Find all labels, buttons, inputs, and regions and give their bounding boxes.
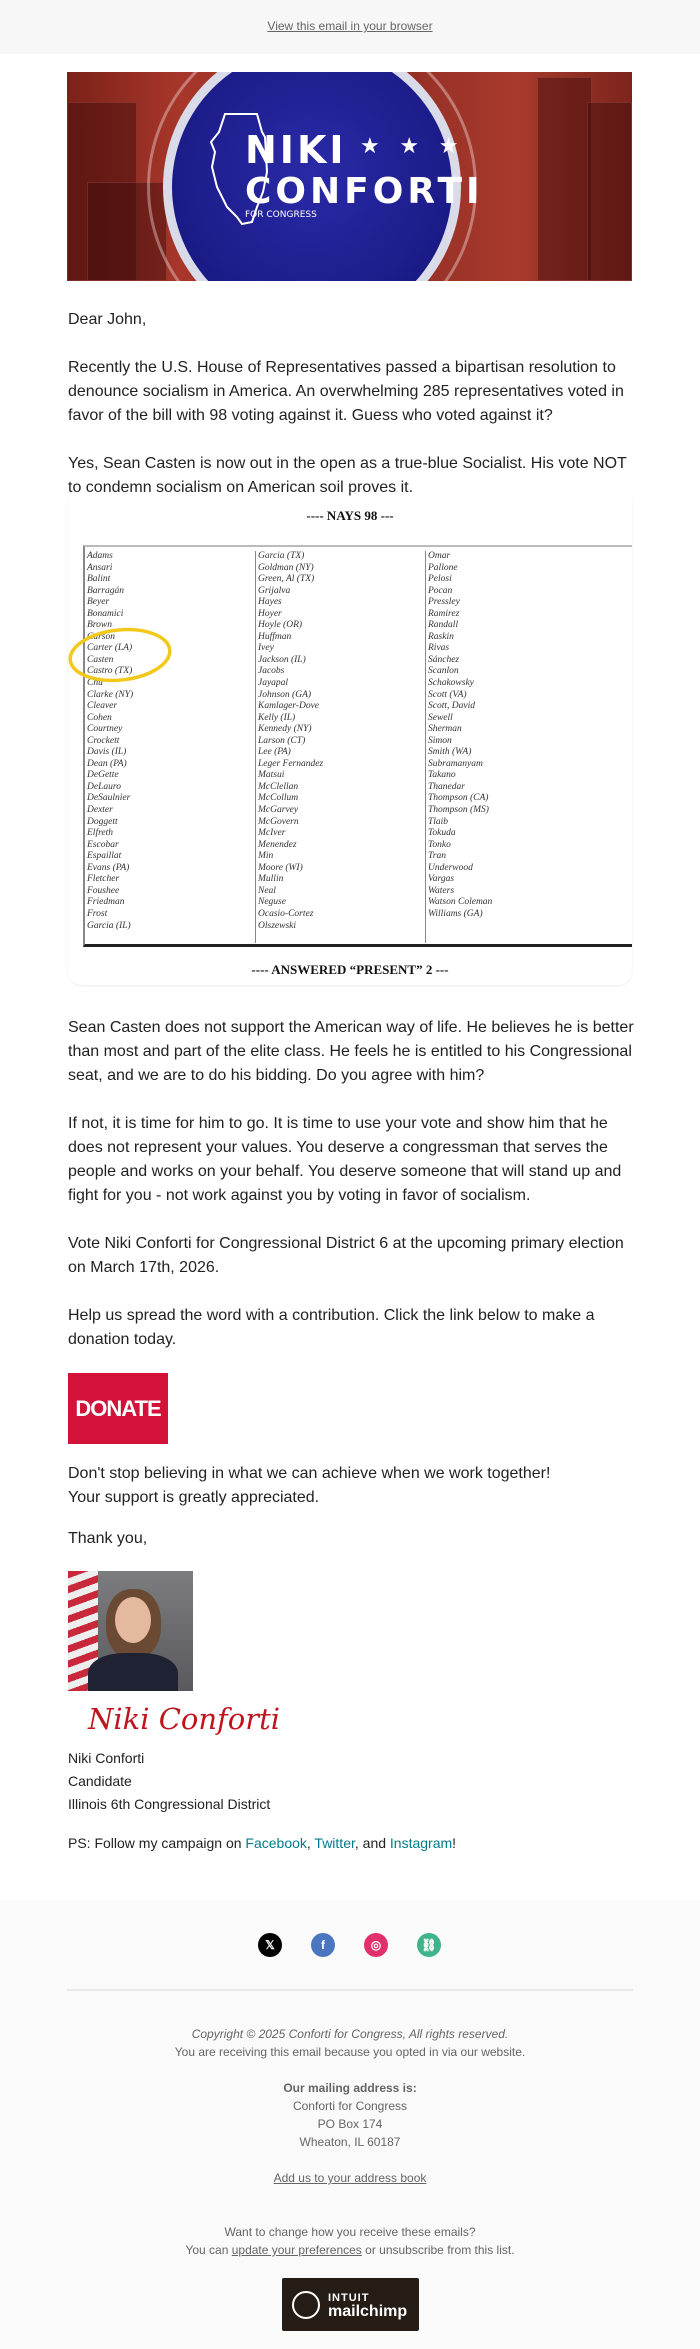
nay-member: Tlaib — [428, 816, 449, 827]
nay-member: Takano — [428, 770, 456, 781]
nay-member: Neguse — [258, 897, 286, 908]
nay-member: Waters — [428, 885, 455, 896]
nay-member: Ramirez — [428, 608, 460, 619]
nay-member: McGovern — [258, 816, 299, 827]
nay-member: Subramanyam — [428, 758, 483, 769]
nay-member: Doggett — [87, 816, 118, 827]
nay-member: DeLauro — [87, 781, 121, 792]
present-title: ---- ANSWERED “PRESENT” 2 --- — [251, 962, 449, 977]
nays-vote-image — [68, 500, 632, 985]
building-shape — [587, 102, 632, 281]
nay-member: Thompson (CA) — [428, 793, 489, 804]
nay-member: Fletcher — [87, 874, 120, 885]
nay-member: McGarvey — [258, 805, 299, 816]
nays-title: ---- NAYS 98 --- — [306, 508, 394, 523]
nay-member: Foushee — [87, 885, 120, 896]
logo-subtitle: FOR CONGRESS — [245, 210, 317, 220]
jacket-shape — [88, 1653, 178, 1691]
intuit-wordmark: INTUIT — [328, 2291, 370, 2304]
nay-member: Dean (PA) — [87, 758, 127, 769]
thanks: Thank you, — [68, 1530, 148, 1547]
nay-member: Elfreth — [87, 828, 114, 839]
nay-member: Garcia (IL) — [87, 920, 131, 931]
facebook-link[interactable]: Facebook — [245, 1835, 307, 1851]
nay-member: Rivas — [428, 643, 450, 654]
nay-member: Jackson (IL) — [258, 654, 306, 665]
nay-member: Omar — [428, 551, 451, 561]
nay-member: Johnson (GA) — [258, 689, 312, 700]
nay-member: Davis (IL) — [87, 747, 127, 758]
nay-member: Crockett — [87, 735, 120, 746]
nay-member: DeGette — [87, 770, 119, 781]
nay-member: Kamlager-Dove — [258, 701, 320, 712]
mailing-heading: Our mailing address is: — [283, 2081, 417, 2095]
nay-member: Hoyle (OR) — [258, 620, 303, 631]
nay-member: Kennedy (NY) — [258, 724, 312, 735]
nay-member: Bonamici — [87, 608, 124, 619]
closing-line: Don't stop believing in what we can achieve when we work together! — [68, 1465, 551, 1482]
nay-member: Pressley — [428, 597, 460, 608]
x-icon[interactable]: 𝕏 — [258, 1933, 282, 1957]
greeting: Dear John, — [68, 311, 147, 328]
paragraph: Help us spread the word with a contribution. Click the link below to make a donation today. — [68, 1307, 595, 1348]
nay-member: Carter (LA) — [87, 643, 133, 654]
nay-member: Tokuda — [428, 828, 456, 839]
address-line: PO Box 174 — [317, 2117, 383, 2131]
building-shape — [537, 77, 592, 281]
logo-name-first: NIKI — [245, 128, 347, 172]
nay-member: Menendez — [258, 839, 297, 850]
link-icon[interactable]: ⛓ — [417, 1933, 441, 1957]
facebook-icon[interactable]: f — [311, 1933, 335, 1957]
nays-column — [85, 551, 255, 943]
footer-divider — [67, 1989, 633, 1991]
nay-member: Pocan — [428, 585, 453, 596]
main-text — [68, 1016, 638, 1376]
nay-member: Cohen — [87, 712, 112, 723]
highlight-circle — [68, 620, 188, 690]
nay-member: Carson — [87, 631, 115, 642]
intro-text — [68, 308, 638, 524]
nay-member: Ansari — [87, 562, 113, 573]
nay-member: Kelly (IL) — [258, 712, 296, 723]
ps-text: , — [306, 1835, 315, 1851]
nay-member: Randall — [428, 620, 459, 631]
nay-member: Brown — [87, 620, 112, 631]
paragraph: If not, it is time for him to go. It is time to use your vote and show him that he does not represent your values. You deserve a congressman that serves the people and works on your behalf. You deserve someone that will stand up and fight for you - not work against you by voting in favor of socialism. — [68, 1115, 622, 1204]
address-book-link[interactable]: Add us to your address book — [273, 2171, 427, 2185]
nay-member: Dexter — [87, 805, 113, 816]
nay-member: Jayapal — [258, 678, 289, 689]
nay-member: Lee (PA) — [258, 747, 291, 758]
nay-member: Neal — [258, 885, 276, 896]
address-line: Wheaton, IL 60187 — [299, 2135, 401, 2149]
nay-member: Scott, David — [428, 701, 475, 712]
nay-member: Garcia (TX) — [258, 551, 305, 561]
nay-member: Matsui — [258, 770, 285, 781]
nays-column — [255, 551, 425, 943]
nay-member: Raskin — [428, 631, 454, 642]
nay-member: Scanlon — [428, 666, 459, 677]
nay-member: Thanedar — [428, 781, 465, 792]
nay-member: Vargas — [428, 874, 455, 885]
mailchimp-wordmark: mailchimp — [328, 2302, 408, 2320]
closing-line: Your support is greatly appreciated. — [68, 1489, 320, 1506]
copyright: Copyright © 2025 Conforti for Congress, All rights reserved. — [191, 2027, 509, 2041]
unsubscribe-text[interactable]: or unsubscribe from this list. — [361, 2243, 515, 2257]
nay-member: Tonko — [428, 839, 451, 850]
nay-member: DeSaulnier — [87, 793, 131, 804]
nay-member: Hoyer — [258, 608, 282, 619]
instagram-link[interactable]: Instagram — [389, 1835, 453, 1851]
nay-member: Adams — [87, 551, 113, 561]
ps-text: , and — [354, 1835, 390, 1851]
footer — [0, 1900, 700, 2349]
campaign-banner — [67, 72, 632, 281]
nay-member: Balint — [87, 574, 111, 585]
ps-text: PS: Follow my campaign on — [68, 1835, 246, 1851]
update-preferences-link[interactable]: update your preferences — [231, 2243, 362, 2257]
nay-member: Barragán — [87, 585, 124, 596]
donate-button[interactable]: DONATE — [68, 1373, 168, 1444]
nay-member: Ocasio-Cortez — [258, 908, 314, 919]
nays-table — [83, 545, 632, 947]
paragraph: Recently the U.S. House of Representatives passed a bipartisan resolution to denounce socialism in America. An overwhelming 285 representatives voted in favor of the bill with 98 voting against it. Guess who voted against it? — [68, 359, 624, 424]
logo-stars: ★ ★ ★ — [360, 134, 465, 159]
nay-member: Williams (GA) — [428, 908, 483, 919]
nay-member: Leger Fernandez — [258, 758, 324, 769]
paragraph: Sean Casten does not support the American way of life. He believes he is better than most and part of the elite class. He feels he is entitled to his Congressional seat, and we are to do his bidding. Do you agree with him? — [68, 1019, 634, 1084]
change-question: Want to change how you receive these emails? — [224, 2225, 476, 2239]
instagram-icon[interactable]: ◎ — [364, 1933, 388, 1957]
nays-column — [425, 551, 595, 943]
nay-member: Sánchez — [428, 654, 460, 665]
freddie-icon — [292, 2291, 320, 2319]
nay-member: Huffman — [258, 631, 292, 642]
nay-member: Beyer — [87, 597, 110, 608]
nay-member: Underwood — [428, 862, 473, 873]
logo-name-last: CONFORTI — [245, 171, 484, 212]
nay-member: Olszewski — [258, 920, 296, 931]
nay-member: Scott (VA) — [428, 689, 467, 700]
ps-line — [68, 1832, 638, 1855]
nay-member: Watson Coleman — [428, 897, 493, 908]
signature-block — [68, 1747, 638, 1855]
nay-member: Jacobs — [258, 666, 285, 677]
closing-text — [68, 1462, 638, 1551]
nay-member: Evans (PA) — [87, 862, 130, 873]
nay-member: McCollum — [258, 793, 299, 804]
opt-in-reason: You are receiving this email because you opted in via our website. — [174, 2045, 526, 2059]
nay-member: Goldman (NY) — [258, 562, 314, 573]
nay-member: Grijalva — [258, 585, 291, 596]
nay-member: Simon — [428, 735, 452, 746]
nay-member: Ivey — [258, 643, 274, 654]
nay-member: Schakowsky — [428, 678, 474, 689]
sign-name: Niki Conforti — [68, 1750, 145, 1766]
view-in-browser-link[interactable]: View this email in your browser — [267, 19, 433, 33]
pref-text: You can — [185, 2243, 232, 2257]
nay-member: Courtney — [87, 724, 123, 735]
nay-member: Sewell — [428, 712, 453, 723]
mailchimp-badge[interactable] — [282, 2278, 419, 2331]
address-line: Conforti for Congress — [292, 2099, 408, 2113]
paragraph: Yes, Sean Casten is now out in the open as a true-blue Socialist. His vote NOT to condemn socialism on American soil proves it. — [68, 455, 627, 496]
nay-member: Thompson (MS) — [428, 805, 489, 816]
sign-district: Illinois 6th Congressional District — [68, 1796, 271, 1812]
nay-member: Pallone — [428, 562, 458, 573]
nay-member: Moore (WI) — [258, 862, 303, 873]
nay-member: Espaillat — [87, 851, 122, 862]
nay-member: Mullin — [258, 874, 284, 885]
nay-member: Cleaver — [87, 701, 118, 712]
footer-legal — [0, 2025, 700, 2259]
nay-member: McClellan — [258, 781, 299, 792]
nay-member: Green, Al (TX) — [258, 574, 315, 585]
nay-member: Pelosi — [428, 574, 452, 585]
nay-member: Hayes — [258, 597, 282, 608]
nay-member: Tran — [428, 851, 446, 862]
nay-member: Friedman — [87, 897, 125, 908]
nay-member: Sherman — [428, 724, 462, 735]
nay-member: Chu — [87, 678, 103, 689]
nay-member: McIver — [258, 828, 286, 839]
preferences-line — [0, 2241, 700, 2259]
nay-member: Larson (CT) — [258, 735, 306, 746]
nay-member: Clarke (NY) — [87, 689, 134, 700]
signature: Niki Conforti — [88, 1702, 281, 1736]
candidate-photo — [68, 1571, 193, 1691]
top-bar — [0, 0, 700, 54]
nay-member: Min — [258, 851, 274, 862]
nay-member: Casten — [87, 654, 114, 665]
nay-member: Smith (WA) — [428, 747, 472, 758]
nay-member: Escobar — [87, 839, 119, 850]
ps-text: ! — [452, 1835, 457, 1851]
paragraph: Vote Niki Conforti for Congressional District 6 at the upcoming primary election on March 17th, 2026. — [68, 1235, 624, 1276]
sign-title: Candidate — [68, 1773, 132, 1789]
face-shape — [115, 1597, 151, 1643]
nay-member: Castro (TX) — [87, 666, 133, 677]
twitter-link[interactable]: Twitter — [314, 1835, 355, 1851]
nay-member: Frost — [87, 908, 108, 919]
